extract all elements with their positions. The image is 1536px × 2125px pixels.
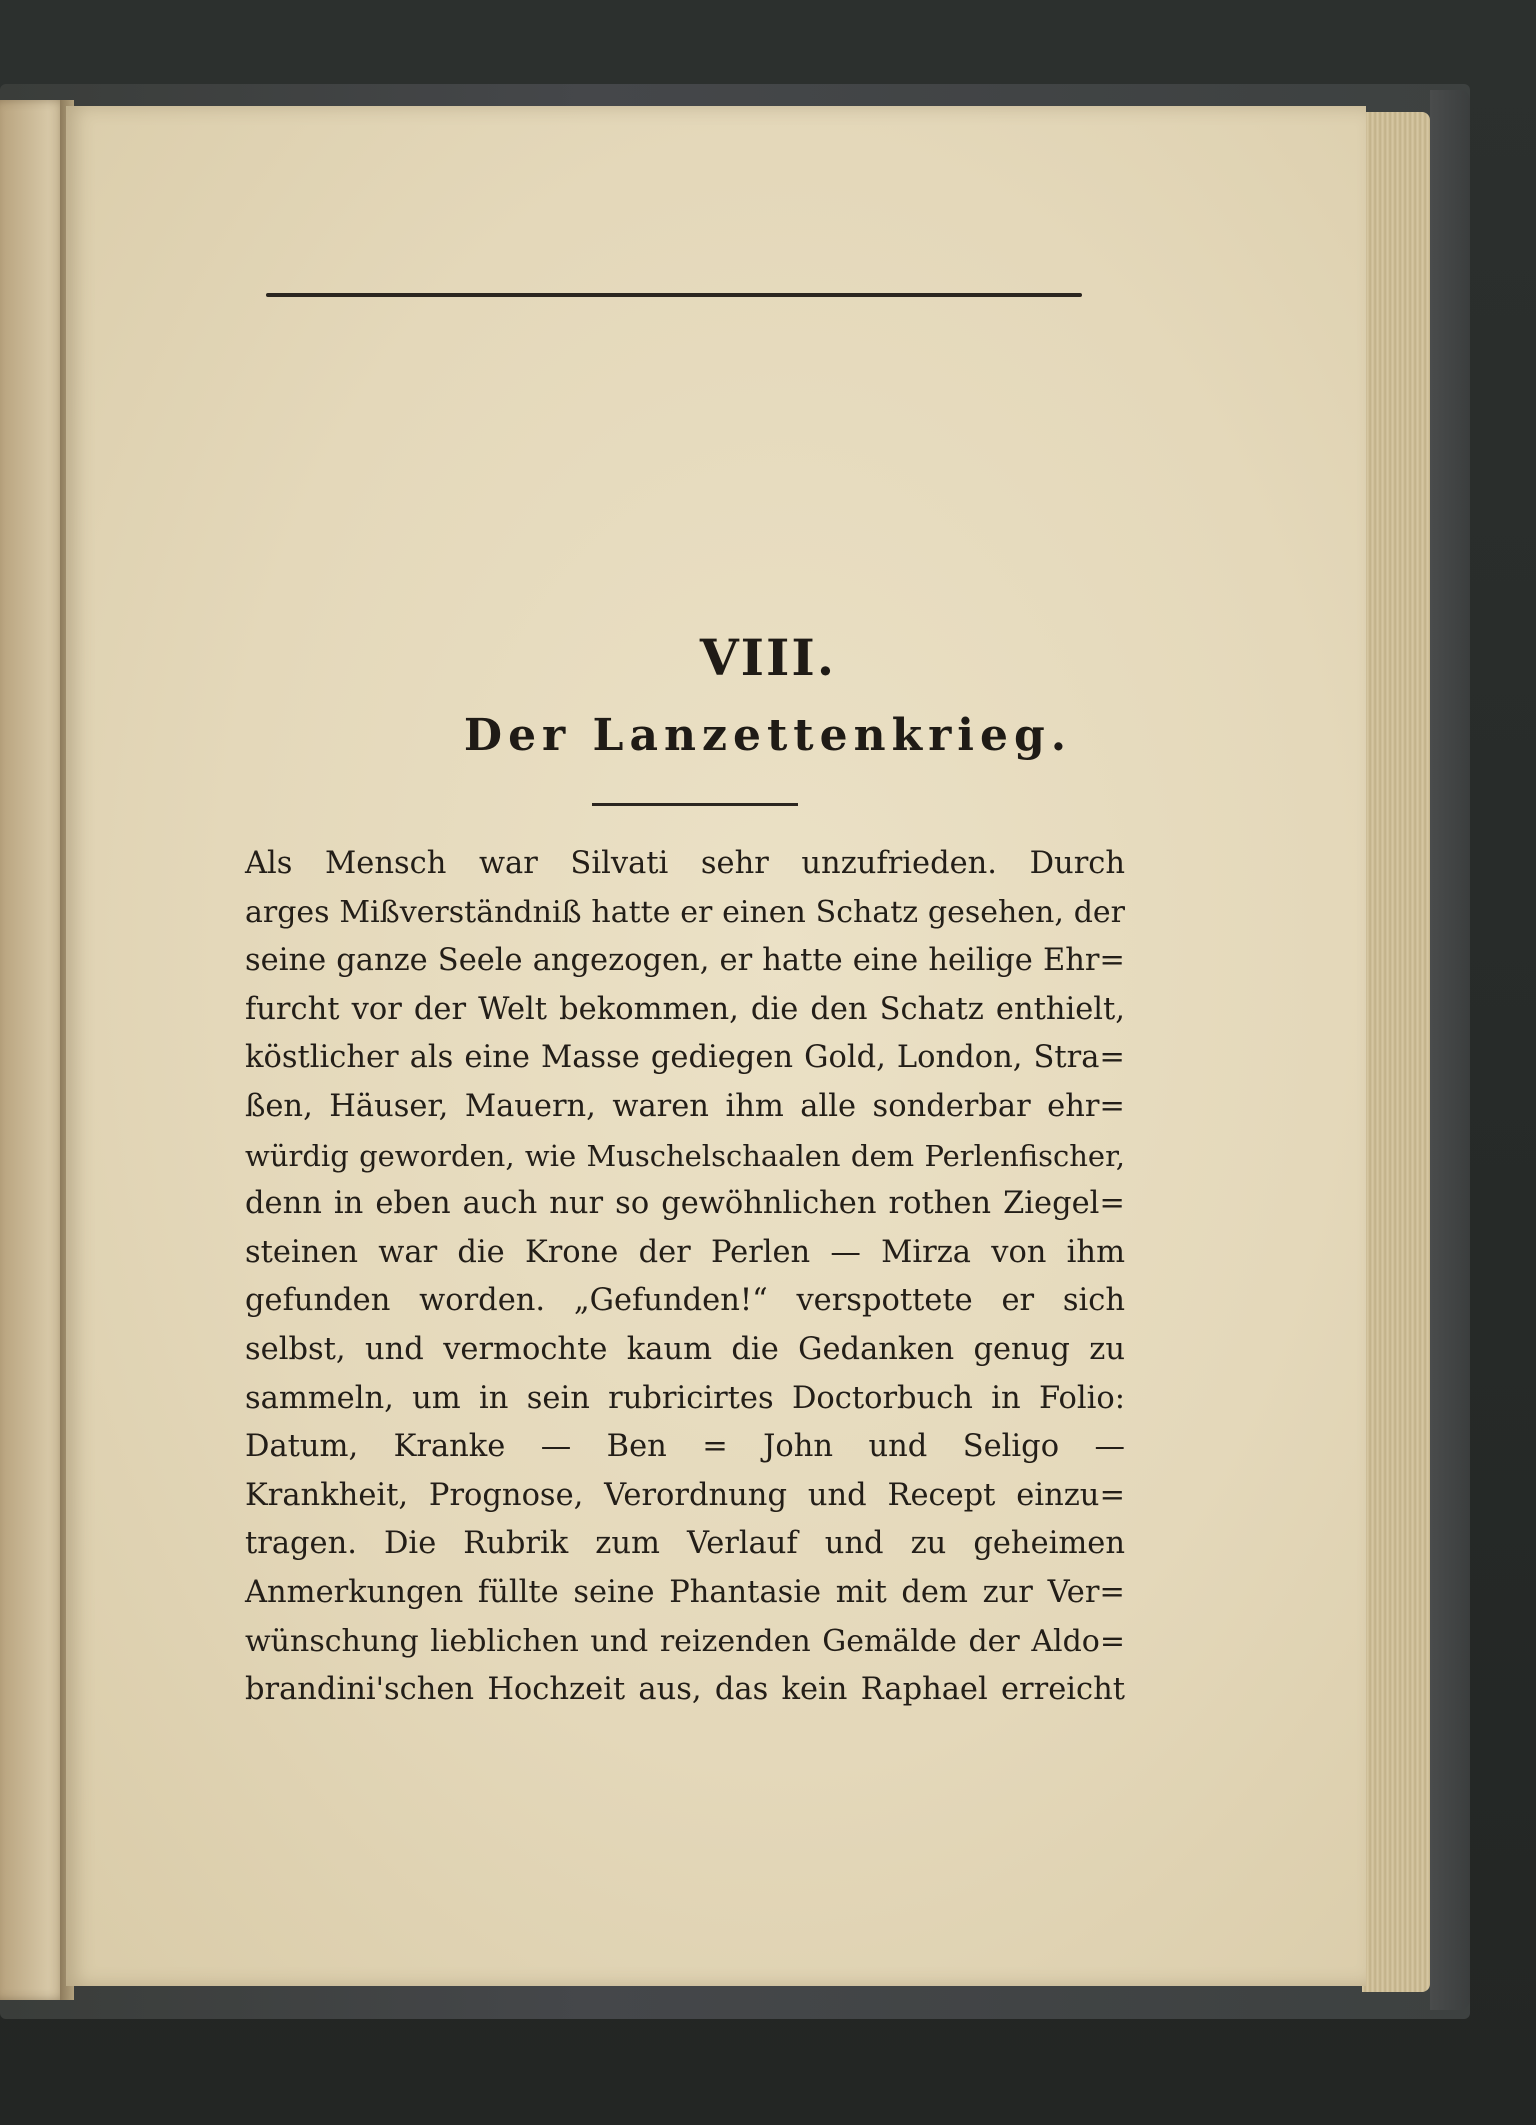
left-page-edge — [0, 100, 68, 2000]
text-line: furcht vor der Welt bekommen, die den Schatz enthielt, — [245, 991, 1125, 1027]
text-line: wünschung lieblichen und reizenden Gemälde der Aldo= — [245, 1623, 1125, 1659]
text-line: Als Mensch war Silvati sehr unzufrieden. Durch — [245, 846, 1125, 881]
page-edges — [1362, 112, 1430, 1992]
text-line: köstlicher als eine Masse gediegen Gold, London, Stra= — [245, 1040, 1125, 1076]
text-line: würdig geworden, wie Muschelschaalen dem Perlenfischer, — [245, 1138, 1125, 1173]
chapter-title: Der Lanzettenkrieg. — [463, 710, 1073, 761]
text-line: Datum, Kranke — Ben = John und Seligo — — [245, 1429, 1125, 1465]
text-line: arges Mißverständniß hatte er einen Schatz gesehen, der — [245, 894, 1125, 930]
chapter-number: VIII. — [699, 628, 837, 687]
text-line: gefunden worden. „Gefunden!“ verspottete er sich — [245, 1283, 1125, 1319]
text-line: Anmerkungen füllte seine Phantasie mit dem zur Ver= — [245, 1574, 1125, 1610]
text-line: brandini'schen Hochzeit aus, das kein Raphael erreicht — [245, 1672, 1125, 1708]
text-line: sammeln, um in sein rubricirtes Doctorbuch in Folio: — [245, 1380, 1125, 1416]
body-text — [245, 840, 1125, 1715]
title-rule — [592, 803, 798, 806]
text-line: denn in eben auch nur so gewöhnlichen rothen Ziegel= — [245, 1186, 1125, 1222]
text-line: Krankheit, Prognose, Verordnung und Recept einzu= — [245, 1477, 1125, 1513]
text-line: seine ganze Seele angezogen, er hatte eine heilige Ehr= — [245, 943, 1125, 979]
header-rule — [266, 293, 1082, 297]
text-line: selbst, und vermochte kaum die Gedanken genug zu — [245, 1331, 1125, 1367]
book-spine — [1430, 90, 1470, 2010]
text-line: steinen war die Krone der Perlen — Mirza von ihm — [245, 1234, 1125, 1270]
text-line: ßen, Häuser, Mauern, waren ihm alle sonderbar ehr= — [245, 1088, 1125, 1124]
text-line: tragen. Die Rubrik zum Verlauf und zu geheimen — [245, 1526, 1125, 1562]
